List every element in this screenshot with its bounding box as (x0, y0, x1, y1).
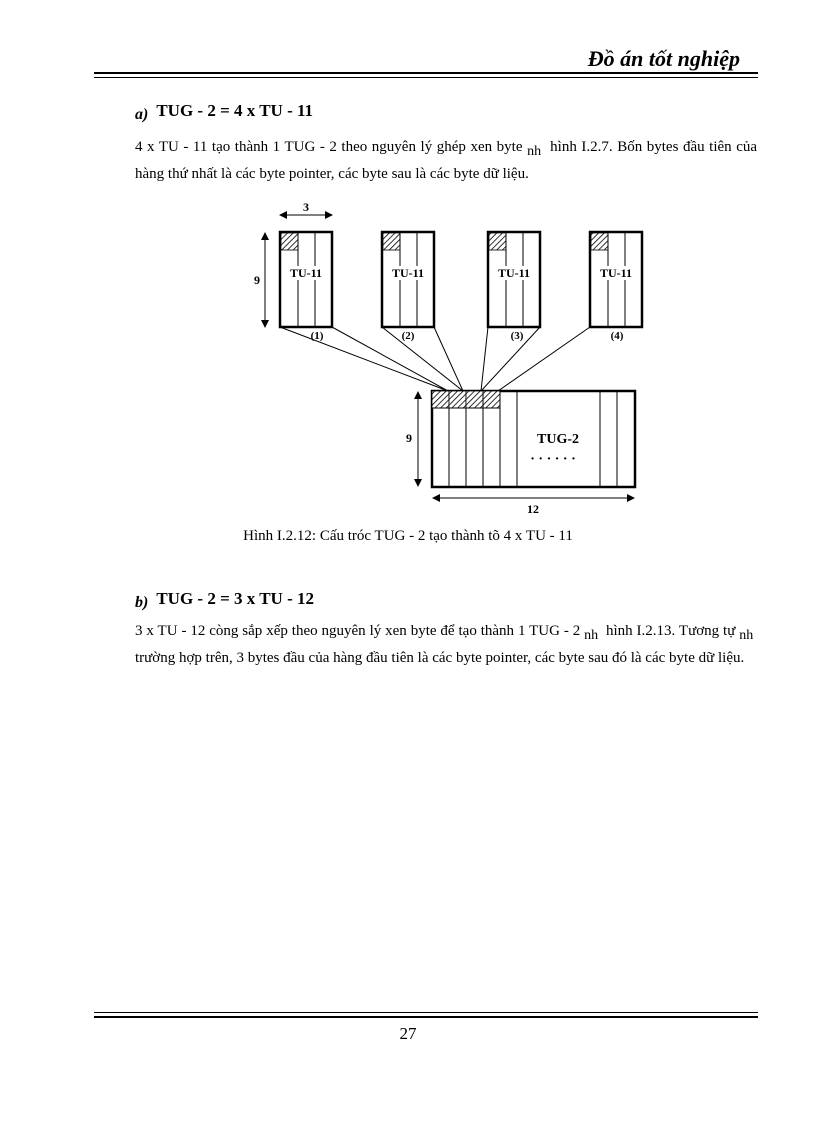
section-b-paragraph (135, 618, 757, 672)
tu11-label-1: TU-11 (289, 266, 323, 280)
tu11-index-1: (1) (310, 330, 324, 342)
footer-rule-thick (94, 1016, 758, 1018)
tug2-dots: · · · · · · (530, 452, 576, 467)
section-b-text-2: hình I.2.13. Tương tự (605, 623, 736, 639)
section-a-subscript: nh (527, 144, 542, 159)
section-a-label: a) (135, 106, 149, 123)
tug2-block (432, 391, 635, 487)
page-number: 27 (399, 1024, 417, 1043)
section-a-text-1: 4 x TU - 11 tạo thành 1 TUG - 2 theo nguyên lý ghép xen byte (135, 139, 523, 155)
pointer-byte-cell (591, 233, 608, 250)
tu-height-label: 9 (254, 273, 260, 287)
tug2-label: TUG-2 (537, 432, 579, 447)
document-header-title: Đồ án tốt nghiệp (587, 46, 740, 71)
tug2-height-label: 9 (406, 431, 412, 445)
tu11-label-3: TU-11 (497, 266, 531, 280)
pointer-byte-cell (383, 233, 400, 250)
section-b-heading-text: TUG - 2 = 3 x TU - 12 (156, 589, 314, 608)
tu11-index-4: (4) (610, 330, 624, 342)
tu11-index-2: (2) (401, 330, 415, 342)
pointer-byte-cell (281, 233, 298, 250)
tu11-block-3 (488, 232, 540, 342)
tu11-index-3: (3) (510, 330, 524, 342)
section-b-subscript-2: nh (739, 628, 754, 643)
interleave-connector-lines (280, 327, 590, 391)
header-rule-thick (94, 72, 758, 74)
tu11-block-4 (590, 232, 642, 342)
section-b-text-1: 3 x TU - 12 còng sắp xếp theo nguyên lý xen byte để tạo thành 1 TUG - 2 (135, 623, 581, 639)
section-b-label: b) (135, 594, 149, 611)
tug2-structure-diagram (240, 195, 660, 520)
footer-rule-thin (94, 1012, 758, 1013)
tu-width-label: 3 (303, 200, 309, 214)
tug2-width-label: 12 (527, 502, 539, 516)
section-b-heading (135, 589, 314, 609)
pointer-byte-cell (489, 233, 506, 250)
tu11-label-2: TU-11 (391, 266, 425, 280)
section-b-text-3: trường hợp trên, 3 bytes đầu của hàng đầu tiên là các byte pointer, các byte sau đó là các byte dữ liệu. (135, 650, 745, 666)
figure-caption: Hình I.2.12: Cấu tróc TUG - 2 tạo thành tõ 4 x TU - 11 (243, 528, 573, 544)
section-a-text-2: hình I.2.7. Bốn bytes đầu tiên của hàng thứ nhất là các byte pointer, các byte sau là các byte dữ liệu. (135, 139, 758, 182)
header-rule-thin (94, 77, 758, 78)
tu11-label-4: TU-11 (599, 266, 633, 280)
section-a-paragraph (135, 134, 757, 188)
section-b-subscript-1: nh (584, 628, 599, 643)
tu11-block-1 (280, 232, 332, 342)
section-a-heading (135, 101, 313, 121)
tu11-block-2 (382, 232, 434, 342)
section-a-heading-text: TUG - 2 = 4 x TU - 11 (156, 101, 314, 120)
